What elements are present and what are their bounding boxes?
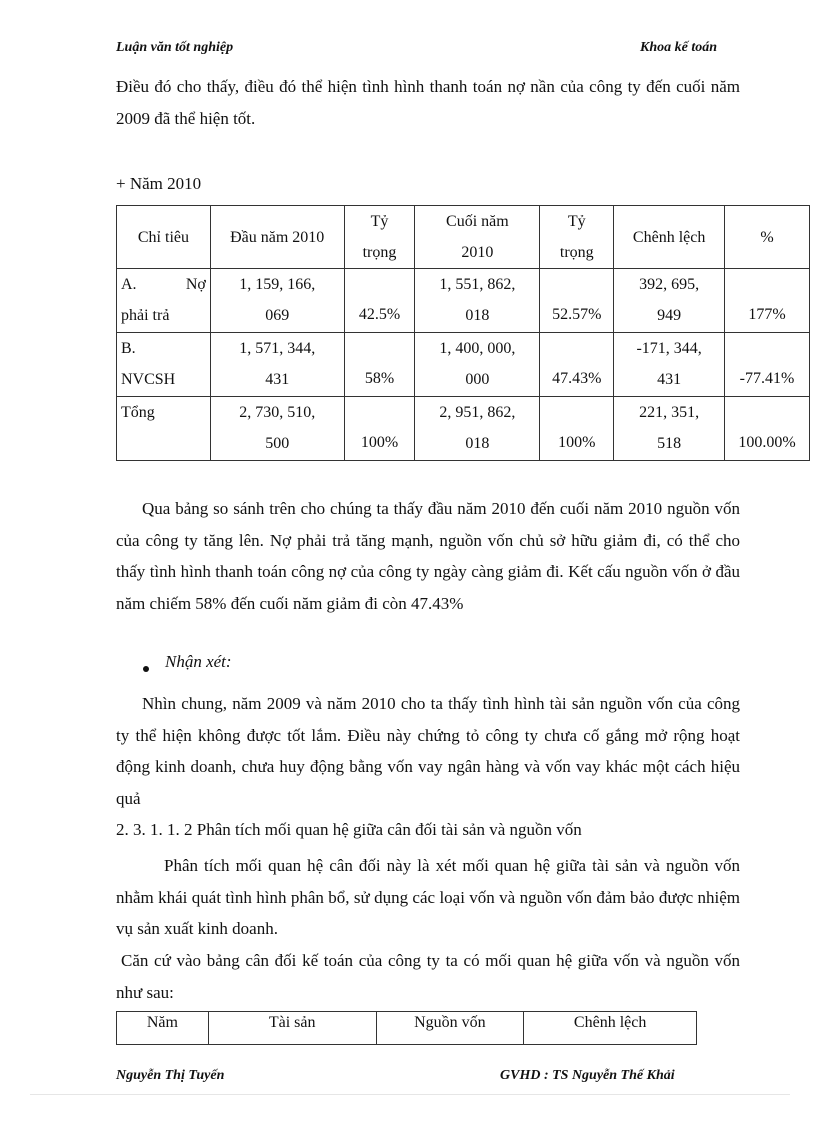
table-row: [117, 397, 810, 461]
th-tai-san: Tài sản: [208, 1012, 376, 1045]
section-heading: 2. 3. 1. 1. 2 Phân tích mối quan hệ giữa cân đối tài sản và nguồn vốn: [116, 820, 582, 839]
th-ty-trong-1: Tỷ trọng: [344, 206, 415, 269]
paragraph-comparison: Qua bảng so sánh trên cho chúng ta thấy đầu năm 2010 đến cuối năm 2010 nguồn vốn của công ty tăng lên. Nợ phải trả tăng mạnh, nguồn vốn chủ sở hữu giảm đi, có thể cho thấy tình hình thanh toán công nợ của công ty ngày càng giảm đi. Kết cấu nguồn vốn ở đầu năm chiếm 58% đến cuối năm giảm đi còn 47.43%: [116, 499, 740, 613]
th-cuoi-nam: Cuối năm 2010: [415, 206, 540, 269]
paragraph-analysis: Phân tích mối quan hệ cân đối này là xét mối quan hệ giữa tài sản và nguồn vốn nhằm khái quát tình hình phân bổ, sử dụng các loại vốn và nguồn vốn đảm bảo được nhiệm vụ sản xuất kinh doanh.: [116, 856, 740, 938]
header-left: Luận văn tốt nghiệp: [116, 40, 234, 55]
bullet-dot-icon: [142, 660, 150, 678]
th-nguon-von: Nguồn vốn: [376, 1012, 524, 1045]
cell-ty-trong-2: 47.43%: [540, 333, 614, 397]
th-ty-trong-2: Tỷ trọng: [540, 206, 614, 269]
cell-ty-trong-1: 58%: [344, 333, 415, 397]
cell-chenh-lech: -171, 344, 431: [614, 333, 725, 397]
cell-chenh-lech: 392, 695, 949: [614, 269, 725, 333]
th-chenh-lech: Chênh lệch: [524, 1012, 697, 1045]
paragraph-basis: Căn cứ vào bảng cân đối kế toán của công ty ta có mối quan hệ giữa vốn và nguồn vốn như sau:: [116, 951, 740, 1002]
page-bottom-rule: [30, 1094, 790, 1095]
cell-ty-trong-2: 100%: [540, 397, 614, 461]
balance-table-2010: [116, 205, 810, 461]
footer-right: GVHD : TS Nguyễn Thế Khải: [500, 1068, 675, 1083]
intro-paragraph: Điều đó cho thấy, điều đó thể hiện tình hình thanh toán nợ nần của công ty đến cuối năm 2009 đã thể hiện tốt.: [116, 77, 740, 128]
cell-dau-nam: 2, 730, 510, 500: [210, 397, 344, 461]
row-label: A. Nợ phải trả: [117, 269, 211, 333]
balance-relation-table: [116, 1011, 697, 1045]
table-row: [117, 269, 810, 333]
table-header-row: [117, 206, 810, 269]
cell-ty-trong-1: 100%: [344, 397, 415, 461]
table-row: [117, 333, 810, 397]
section-year: + Năm 2010: [116, 174, 202, 193]
th-dau-nam: Đầu năm 2010: [210, 206, 344, 269]
cell-ty-trong-1: 42.5%: [344, 269, 415, 333]
row-label: Tổng: [117, 397, 211, 461]
th-percent: %: [725, 206, 810, 269]
cell-dau-nam: 1, 571, 344, 431: [210, 333, 344, 397]
cell-dau-nam: 1, 159, 166, 069: [210, 269, 344, 333]
cell-ty-trong-2: 52.57%: [540, 269, 614, 333]
footer-left: Nguyễn Thị Tuyến: [116, 1068, 225, 1083]
cell-chenh-lech: 221, 351, 518: [614, 397, 725, 461]
th-chenh-lech: Chênh lệch: [614, 206, 725, 269]
row-label: B. NVCSH: [117, 333, 211, 397]
header-right: Khoa kế toán: [640, 40, 718, 55]
cell-cuoi-nam: 2, 951, 862, 018: [415, 397, 540, 461]
table-header-row: [117, 1012, 697, 1045]
th-chi-tieu: Chỉ tiêu: [117, 206, 211, 269]
cell-percent: -77.41%: [725, 333, 810, 397]
bullet-nhan-xet: Nhận xét:: [165, 652, 232, 671]
cell-cuoi-nam: 1, 551, 862, 018: [415, 269, 540, 333]
cell-percent: 100.00%: [725, 397, 810, 461]
paragraph-remark: Nhìn chung, năm 2009 và năm 2010 cho ta thấy tình hình tài sản nguồn vốn của công ty thể hiện không được tốt lắm. Điều này chứng tỏ công ty chưa cố gắng mở rộng hoạt động kinh doanh, chưa huy động bằng vốn vay ngân hàng và vốn vay khác một cách hiệu quả: [116, 694, 740, 808]
cell-cuoi-nam: 1, 400, 000, 000: [415, 333, 540, 397]
th-nam: Năm: [117, 1012, 209, 1045]
cell-percent: 177%: [725, 269, 810, 333]
